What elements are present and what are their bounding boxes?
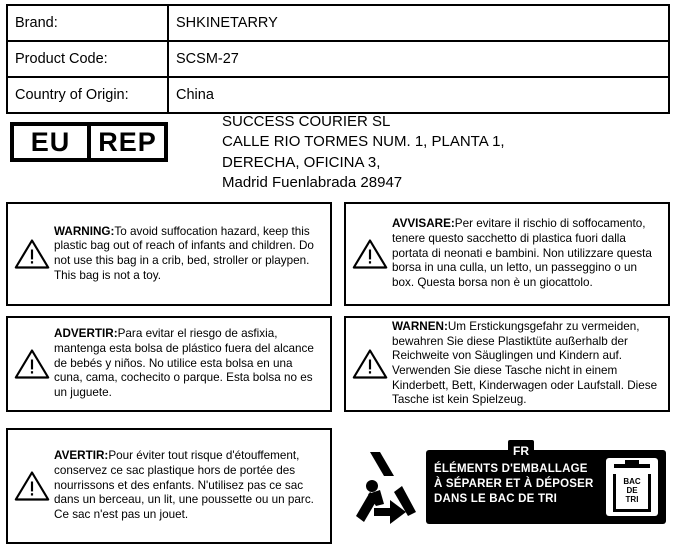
warning-text-italian [392,217,660,291]
warning-text-german [392,320,660,408]
warning-body-french: Pour éviter tout risque d'étouffement, conservez ce sac plastique hors de portée des nourrissons et des enfants. N'utilisez pas ce sac dans un berceau, un lit, une poussette ou un parc. Ce sac n'est pas un jouet. [54,449,314,522]
bin-label-line: DE [626,486,638,496]
brand-label: Brand: [7,5,168,41]
warning-triangle-icon [14,347,50,381]
triman-sorting-block [344,440,670,540]
warning-heading-french: AVERTIR: [54,449,109,463]
eu-rep-address [222,112,505,193]
warning-box-german [344,316,670,412]
triman-instruction-line: ÉLÉMENTS D'EMBALLAGE [434,463,588,475]
eu-rep-address-line: CALLE RIO TORMES NUM. 1, PLANTA 1, [222,133,505,151]
triman-instruction-line: DANS LE BAC DE TRI [434,493,558,506]
eu-rep-address-line: DERECHA, OFICINA 3, [222,153,381,171]
recycling-bin-icon [606,458,658,516]
table-row [7,77,669,113]
eu-rep-address-line: Madrid Fuenlabrada 28947 [222,173,403,191]
bin-label-line: TRI [625,494,639,504]
country-of-origin-value: China [168,77,669,113]
eu-representative-block [6,112,670,200]
warning-box-french [6,428,332,544]
warning-body-italian: Per evitare il rischio di soffocamento, tenere questo sacchetto di plastica fuori dalla portata di neonati e bambini. Non utilizzare questa borsa in una culla, un letto, un passeggino o un box. Questa borsa non è un giocattolo. [392,217,652,290]
triman-country-flag: FR [508,440,534,462]
warning-heading-italian: AVVISARE: [392,217,455,231]
product-code-label: Product Code: [7,41,168,77]
warning-body-english: To avoid suffocation hazard, keep this plastic bag out of reach of infants and children. Do not use this bag in a crib, bed, stroller or playpen. This bag is not a toy. [54,224,314,282]
product-info-table [6,4,670,114]
warning-heading-german: WARNEN: [392,319,448,333]
warning-box-english [6,202,332,306]
bin-body [613,474,651,512]
triman-recycling-icon [350,446,420,530]
warning-body-spanish: Para evitar el riesgo de asfixia, mantenga esta bolsa de plástico fuera del alcance de bebés y niños. No utilice esta bolsa en una cuna, cama, cochecito o parque. Esta bolsa no es un juguete. [54,327,314,400]
eu-rep-badge-icon [10,122,168,162]
country-of-origin-label: Country of Origin: [7,77,168,113]
warning-text-french [54,449,322,523]
warning-heading-spanish: ADVERTIR: [54,327,118,341]
warning-triangle-icon [352,347,388,381]
eu-rep-address-line: SUCCESS COURIER SL [222,113,391,130]
warning-body-german: Um Erstickungsgefahr zu vermeiden, bewahren Sie diese Plastiktüte außerhalb der Reichweite von Säuglingen und Kindern auf. Verwenden Sie diese Tasche nicht in einem Kinderbett, Bett, Kinderwagen oder Laufstall. Diese Tasche ist kein Spielzeug. [392,319,658,407]
warning-text-spanish [54,327,322,401]
triman-instruction-line: À SÉPARER ET À DÉPOSER [434,478,594,491]
bin-label-line: BAC [623,477,641,487]
warning-triangle-icon [352,237,388,271]
warning-text-english [54,225,322,284]
product-code-value: SCSM-27 [168,41,669,77]
bin-lid [614,464,650,468]
warning-heading-english: WARNING: [54,224,115,238]
warning-triangle-icon [14,469,50,503]
triman-panel [426,444,666,524]
table-row [7,41,669,77]
warning-box-italian [344,202,670,306]
warning-triangle-icon [14,237,50,271]
eu-rep-badge-right-text: REP [87,126,164,158]
triman-instructions [434,462,602,508]
table-row [7,5,669,41]
eu-rep-badge-left-text: EU [30,126,71,157]
warning-box-spanish [6,316,332,412]
brand-value: SHKINETARRY [168,5,669,41]
